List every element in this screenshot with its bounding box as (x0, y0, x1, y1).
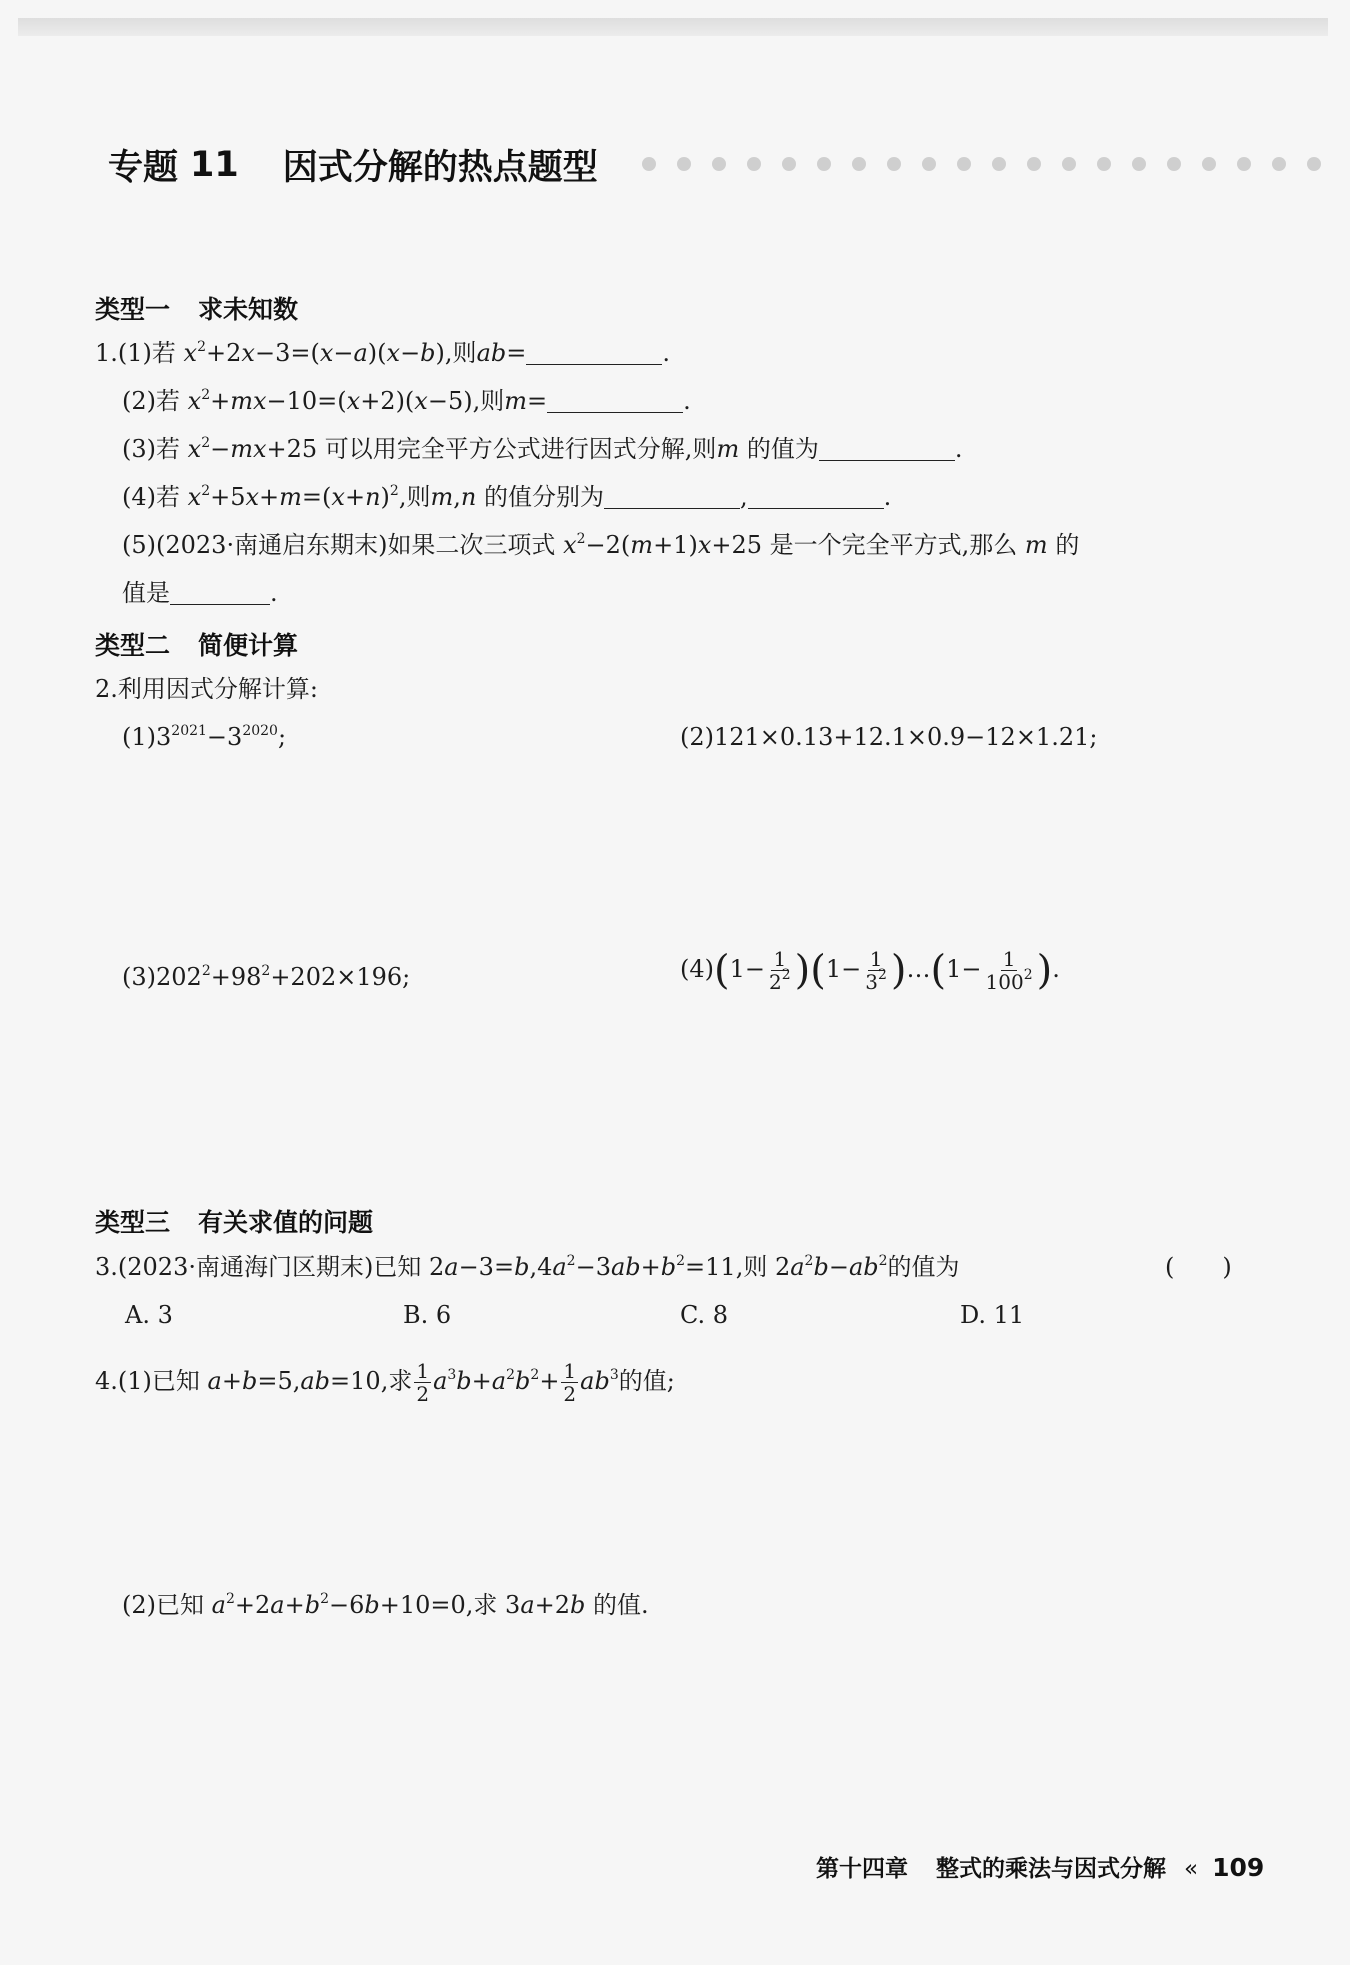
q1-part5: (5)(2023·南通启东期末)如果二次三项式 $x^2-2(m+1)x+25$ 是一个完全平方式,那么 m 的 (122, 531, 1080, 559)
leader-dot (782, 157, 796, 171)
answer-blank[interactable] (170, 584, 270, 605)
scan-top-band (18, 18, 1328, 36)
leader-dot (817, 157, 831, 171)
footer-chapter: 第十四章 (816, 1856, 908, 1882)
section-heading-type3: 类型三 有关求值的问题 (95, 1208, 374, 1237)
leader-dot (712, 157, 726, 171)
leader-dot (747, 157, 761, 171)
leader-dot (922, 157, 936, 171)
answer-blank[interactable] (526, 344, 662, 365)
leader-dot (1237, 157, 1251, 171)
q3-option-b[interactable]: B. 6 (403, 1301, 452, 1329)
q2-part4: (4)(1− $\frac{1}{2^2}$ )(1− $\frac{1}{3^2}$ )…(1− $\frac{1}{100^2}$ ). (680, 947, 1060, 994)
leader-dot (677, 157, 691, 171)
leader-dot (1062, 157, 1076, 171)
section-heading-type2: 类型二 简便计算 (95, 631, 299, 660)
chevron-left-icon: « (1184, 1856, 1199, 1882)
q1-part1: 1.(1)若 $x^2+2x-3=(x-a)(x-b)$,则ab= . (95, 339, 670, 367)
leader-dot (642, 157, 656, 171)
q1-part5-line2: 值是 . (122, 579, 278, 607)
leader-dot (1307, 157, 1321, 171)
q1-part4: (4)若 $x^2+5x+m=(x+n)^2$,则m,n 的值分别为 , . (122, 483, 892, 511)
section-heading-type1: 类型一 求未知数 (95, 295, 299, 324)
page-title (108, 140, 598, 190)
page-number: 109 (1212, 1853, 1265, 1882)
leader-dot (957, 157, 971, 171)
title-dot-leader (642, 157, 1342, 171)
q3-option-c[interactable]: C. 8 (680, 1301, 729, 1329)
leader-dot (1272, 157, 1286, 171)
answer-blank[interactable] (748, 488, 884, 509)
q2-stem: 2.利用因式分解计算: (95, 675, 318, 703)
q3-stem: 3.(2023·南通海门区期末)已知 $2a-3=b,4a^2-3ab+b^2=11$,则 $2a^2b-ab^2$的值为 (95, 1253, 960, 1281)
q2-part1: $(1)3^{2021}-3^{2020}$; (122, 723, 287, 751)
q3-option-d[interactable]: D. 11 (960, 1301, 1025, 1329)
q3-answer-bracket[interactable]: ( ) (1165, 1253, 1232, 1281)
topic-label: 专题 (108, 148, 179, 188)
page-footer (816, 1850, 1264, 1883)
topic-number: 11 (190, 145, 239, 185)
leader-dot (1097, 157, 1111, 171)
q1-part2: (2)若 $x^2+mx-10=(x+2)(x-5)$,则m= . (122, 387, 691, 415)
q4-part2: (2)已知 $a^2+2a+b^2-6b+10=0$,求 3a+2b 的值. (122, 1591, 649, 1619)
leader-dot (1132, 157, 1146, 171)
q2-part3: $(3)202^2+98^2+202\times 196$; (122, 963, 411, 991)
leader-dot (992, 157, 1006, 171)
answer-blank[interactable] (547, 392, 683, 413)
footer-chapter-title: 整式的乘法与因式分解 (936, 1856, 1167, 1882)
topic-title: 因式分解的热点题型 (282, 148, 598, 188)
answer-blank[interactable] (604, 488, 740, 509)
leader-dot (1202, 157, 1216, 171)
leader-dot (887, 157, 901, 171)
leader-dot (1027, 157, 1041, 171)
q3-option-a[interactable]: A. 3 (125, 1301, 173, 1329)
q1-part3: (3)若 $x^2-mx+25$ 可以用完全平方公式进行因式分解,则m 的值为 . (122, 435, 963, 463)
q2-part2: (2)121×0.13+12.1×0.9−12×1.21; (680, 723, 1098, 751)
leader-dot (1167, 157, 1181, 171)
answer-blank[interactable] (819, 440, 955, 461)
leader-dot (852, 157, 866, 171)
q4-part1: 4.(1)已知 a+b=5,ab=10,求 $\frac{1}{2}$ $a^3b+a^2b^2+$ $\frac{1}{2}$ $ab^3$的值; (95, 1359, 675, 1406)
